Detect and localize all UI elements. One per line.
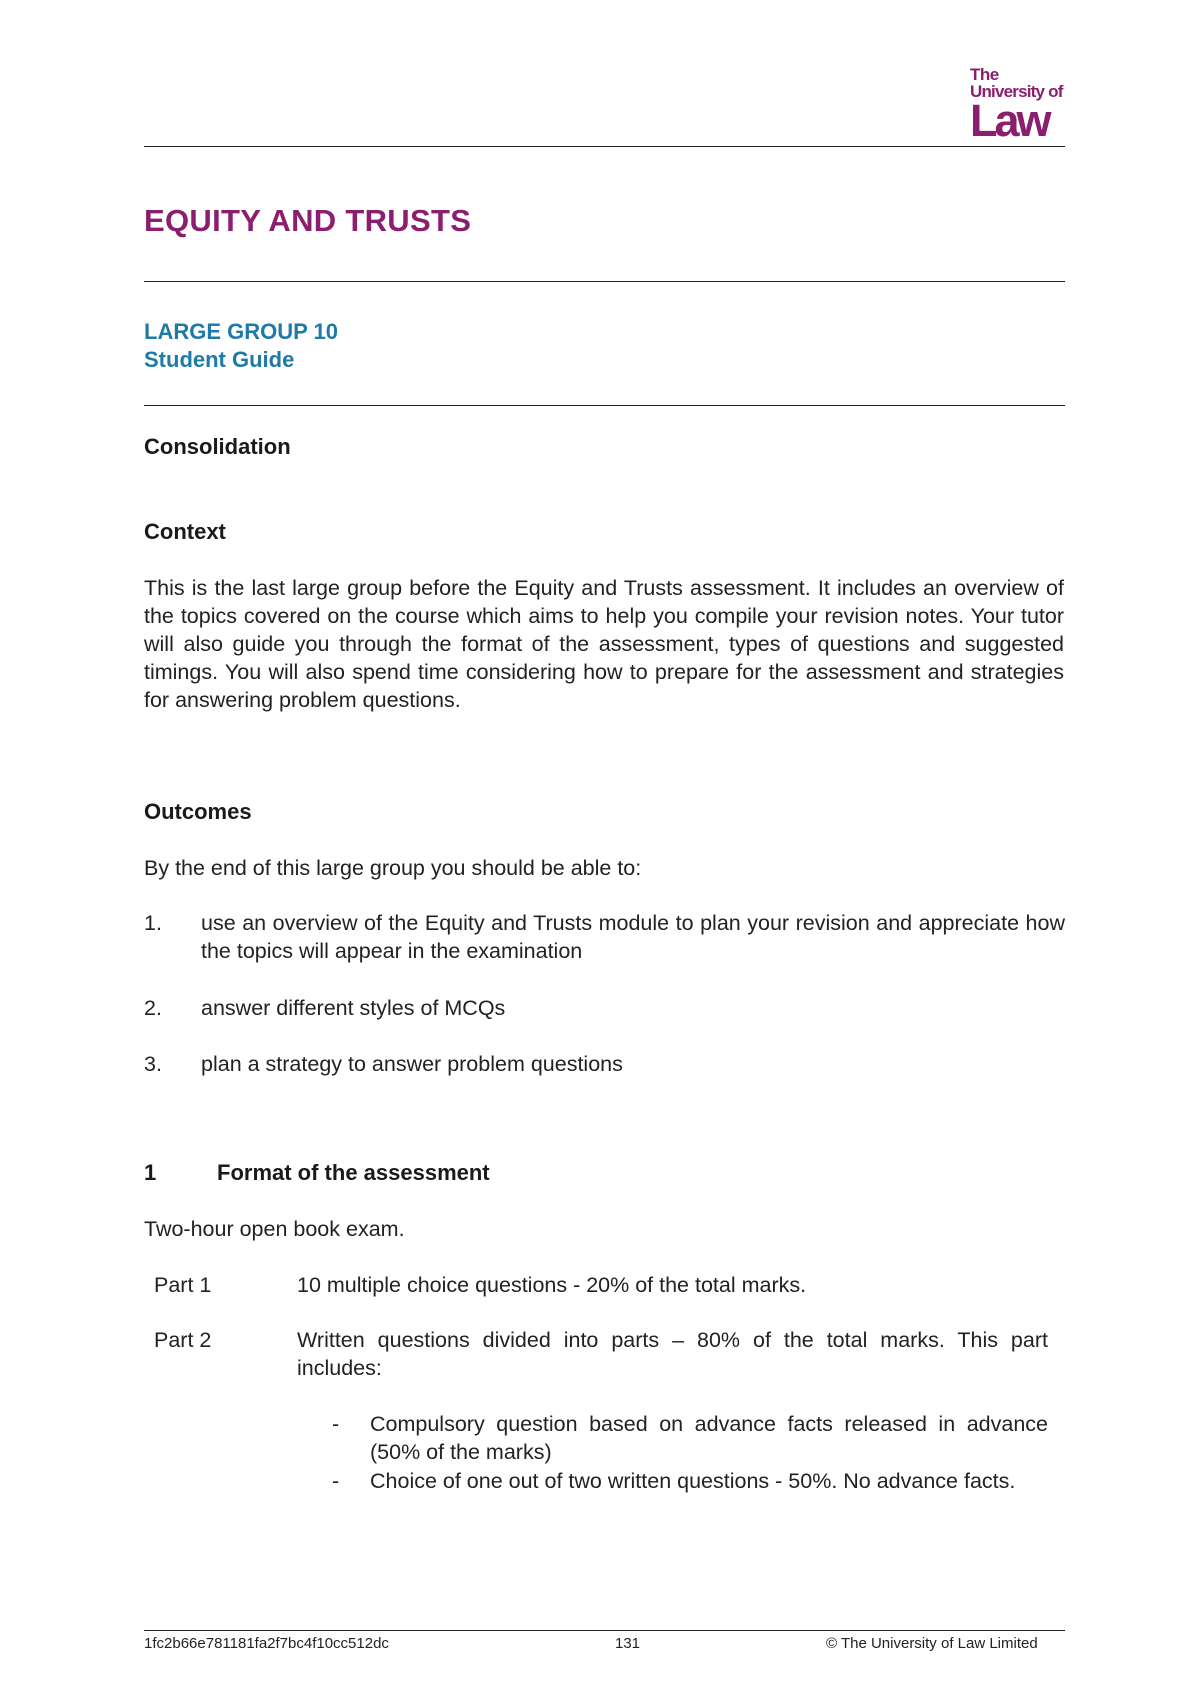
subtitle-rule [144,405,1065,406]
section-number: 1 [144,1160,157,1185]
footer-copyright: © The University of Law Limited [826,1635,1038,1652]
title-rule [144,281,1065,282]
footer-document-id: 1fc2b66e781181fa2f7bc4f10cc512dc [144,1635,389,1652]
outcome-text: use an overview of the Equity and Trusts module to plan your revision and appreciate how the topics will appear in the examination [201,911,1065,963]
bullet-dash: - [332,1412,340,1436]
outcome-number: 1. [144,911,162,935]
section-title: Format of the assessment [217,1160,490,1185]
document-title: EQUITY AND TRUSTS [144,203,472,238]
document-subtitle [144,318,338,374]
part-label: Part 2 [154,1328,212,1352]
logo-line-1: The [970,65,999,84]
university-logo [970,65,1066,146]
outcomes-intro: By the end of this large group you should be able to: [144,856,642,880]
part-label: Part 1 [154,1273,212,1297]
outcome-text: plan a strategy to answer problem questions [201,1052,623,1076]
bullet-dash: - [332,1469,340,1493]
footer-rule [144,1630,1065,1631]
footer-page-number: 131 [615,1635,641,1652]
outcome-number: 3. [144,1052,162,1076]
assessment-intro: Two-hour open book exam. [144,1217,405,1241]
outcome-text: answer different styles of MCQs [201,996,506,1020]
bullet-text: Choice of one out of two written questions - 50%. No advance facts. [370,1469,1016,1493]
context-paragraph: This is the last large group before the Equity and Trusts assessment. It includes an overview of the topics covered on the course which aims to help you compile your revision notes. Your tutor will also guide you through the format of the assessment, types of questions and suggested timings. You will also spend time considering how to prepare for the assessment and strategies for answering problem questions. [144,576,1064,712]
subtitle-line-1: LARGE GROUP 10 [144,319,338,344]
part-description: Written questions divided into parts – 80% of the total marks. This part includes: [297,1328,1048,1380]
outcome-number: 2. [144,996,162,1020]
header-rule [144,146,1065,147]
consolidation-heading: Consolidation [144,434,291,459]
logo-line-2: University of [970,82,1063,101]
context-heading: Context [144,519,226,544]
subtitle-line-2: Student Guide [144,347,295,372]
outcomes-heading: Outcomes [144,799,252,824]
bullet-text: Compulsory question based on advance facts released in advance (50% of the marks) [370,1412,1048,1464]
logo-line-3: Law [970,95,1049,146]
part-description: 10 multiple choice questions - 20% of the total marks. [297,1273,807,1297]
